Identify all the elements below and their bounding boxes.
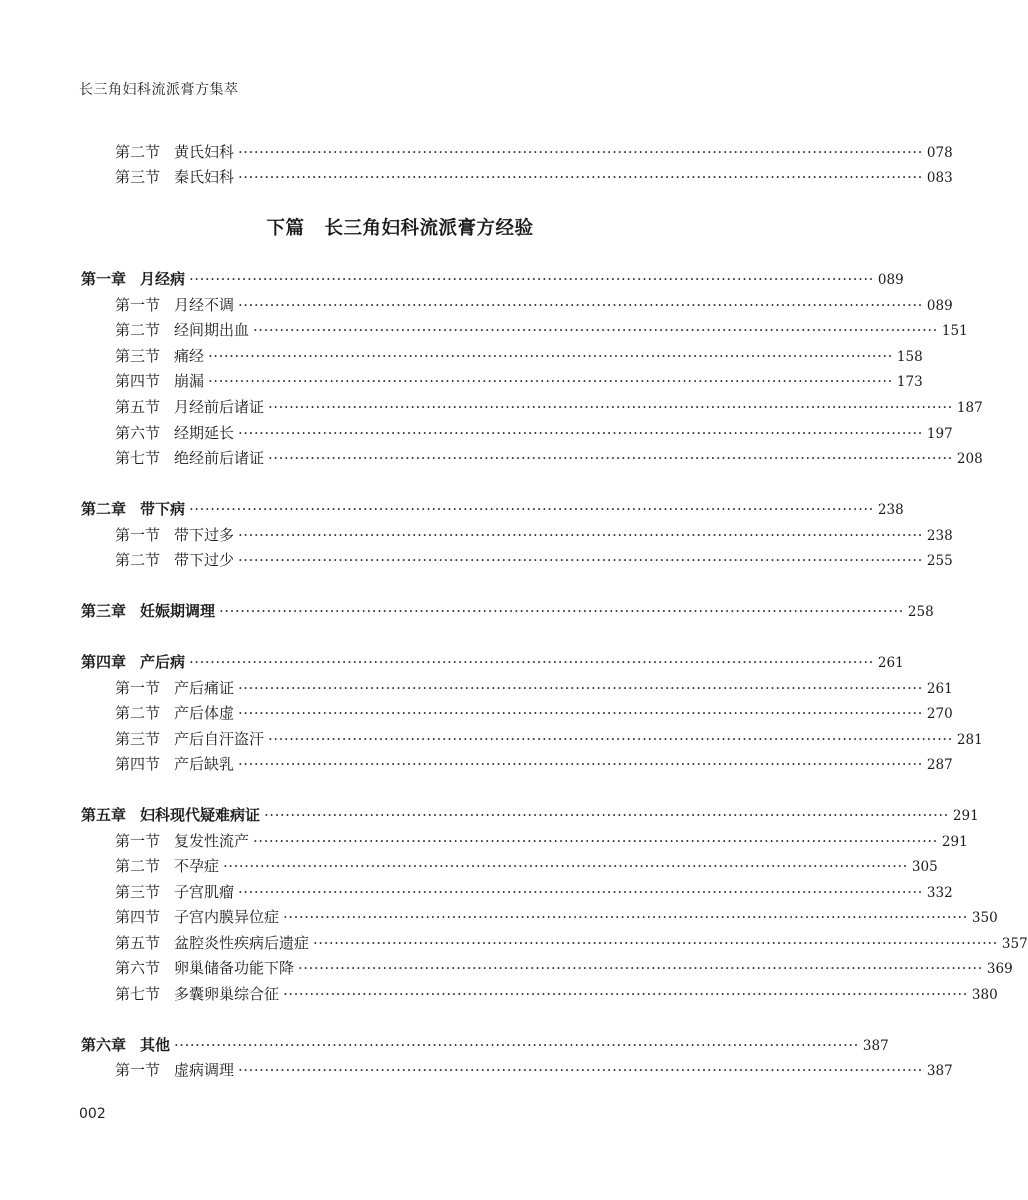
page-number: 238 [926,528,953,544]
page-number: 078 [926,145,953,161]
section-title: 子宫肌瘤 [174,883,235,901]
section-number: 第三节 [115,168,161,186]
dot-leader: ·································································································································· [268,449,953,467]
section-number: 第四节 [115,908,161,926]
dot-leader: ·································································································································· [238,551,923,569]
dot-leader: ·································································································································· [238,424,923,442]
part-title: 长三角妇科流派膏方经验 [324,218,534,239]
chapter-number: 第四章 [81,653,127,671]
toc-section-entry[interactable] [115,957,1013,981]
section-number: 第五节 [115,934,161,952]
section-title: 经期延长 [174,424,235,442]
page-number: 350 [971,910,998,926]
section-number: 第一节 [115,832,161,850]
chapter-title: 带下病 [140,500,186,518]
page-number: 197 [926,426,953,442]
toc-section-entry[interactable] [115,906,998,930]
section-title: 带下过多 [174,526,235,544]
section-title: 盆腔炎性疾病后遗症 [174,934,310,952]
section-title: 月经不调 [174,296,235,314]
section-number: 第一节 [115,526,161,544]
section-title: 月经前后诸证 [174,398,265,416]
page-number: 208 [956,451,983,467]
toc-section-entry[interactable] [115,345,923,369]
dot-leader: ·································································································································· [189,653,874,671]
dot-leader: ·································································································································· [219,602,904,620]
section-title: 黄氏妇科 [174,143,235,161]
dot-leader: ·································································································································· [268,398,953,416]
page-number: 281 [956,732,983,748]
chapter-number: 第五章 [81,806,127,824]
toc-section-entry[interactable] [115,524,953,548]
chapter-number: 第六章 [81,1036,127,1054]
dot-leader: ·································································································································· [268,730,953,748]
part-heading [0,214,800,240]
page-number: 173 [896,374,923,390]
toc-section-entry[interactable] [115,855,938,879]
chapter-title: 产后病 [140,653,186,671]
page-number: 380 [971,987,998,1003]
section-number: 第二节 [115,321,161,339]
section-title: 多囊卵巢综合征 [174,985,280,1003]
section-number: 第四节 [115,755,161,773]
section-number: 第三节 [115,730,161,748]
page-number: 083 [926,170,953,186]
section-title: 卵巢储备功能下降 [174,959,295,977]
chapter-title: 其他 [140,1036,171,1054]
page-number: 255 [926,553,953,569]
dot-leader: ·································································································································· [253,321,938,339]
page-number: 369 [986,961,1013,977]
section-title: 虚病调理 [174,1061,235,1079]
toc-section-entry[interactable] [115,983,998,1007]
toc-section-entry[interactable] [115,881,953,905]
section-number: 第三节 [115,347,161,365]
section-number: 第三节 [115,883,161,901]
section-title: 绝经前后诸证 [174,449,265,467]
toc-chapter-entry[interactable] [81,1034,889,1058]
section-number: 第二节 [115,704,161,722]
toc-section-entry[interactable] [115,677,953,701]
dot-leader: ·································································································································· [238,1061,923,1079]
page-number: 291 [952,808,979,824]
page-number: 332 [926,885,953,901]
chapter-title: 妇科现代疑难病证 [140,806,261,824]
toc-section-entry[interactable] [115,319,968,343]
toc-section-entry[interactable] [115,396,983,420]
section-number: 第四节 [115,372,161,390]
dot-leader: ·································································································································· [238,883,923,901]
section-number: 第一节 [115,679,161,697]
page-number: 089 [926,298,953,314]
page-number: 261 [926,681,953,697]
section-number: 第一节 [115,1061,161,1079]
running-head: 长三角妇科流派膏方集萃 [79,82,239,98]
toc-section-entry[interactable] [115,370,923,394]
section-title: 产后自汗盗汗 [174,730,265,748]
toc-section-entry[interactable] [115,728,983,752]
section-number: 第二节 [115,857,161,875]
dot-leader: ·································································································································· [174,1036,859,1054]
dot-leader: ·································································································································· [238,526,923,544]
part-label: 下篇 [266,218,305,239]
dot-leader: ·································································································································· [253,832,938,850]
section-title: 产后缺乳 [174,755,235,773]
page-number: 387 [862,1038,889,1054]
section-title: 子宫内膜异位症 [174,908,280,926]
dot-leader: ·································································································································· [238,168,923,186]
section-number: 第二节 [115,143,161,161]
page-number: 258 [907,604,934,620]
toc-chapter-entry[interactable] [81,804,979,828]
dot-leader: ·································································································································· [313,934,998,952]
toc-section-entry[interactable] [115,830,968,854]
section-title: 复发性流产 [174,832,250,850]
section-title: 产后痛证 [174,679,235,697]
chapter-title: 月经病 [140,270,186,288]
dot-leader: ·································································································································· [208,372,893,390]
section-number: 第五节 [115,398,161,416]
toc-section-entry[interactable] [115,702,953,726]
dot-leader: ·································································································································· [298,959,983,977]
dot-leader: ·································································································································· [264,806,949,824]
toc-chapter-entry[interactable] [81,600,934,624]
page-number: 291 [941,834,968,850]
page-number: 151 [941,323,968,339]
chapter-number: 第一章 [81,270,127,288]
toc-section-entry[interactable] [115,932,1028,956]
page-folio: 002 [79,1106,106,1122]
section-title: 秦氏妇科 [174,168,235,186]
dot-leader: ·································································································································· [283,908,968,926]
dot-leader: ·································································································································· [238,143,923,161]
section-title: 崩漏 [174,372,205,390]
page-number: 287 [926,757,953,773]
page-number: 305 [911,859,938,875]
dot-leader: ·································································································································· [208,347,893,365]
toc-section-entry[interactable] [115,294,953,318]
page-number: 387 [926,1063,953,1079]
page-number: 238 [877,502,904,518]
page-number: 187 [956,400,983,416]
toc-section-entry[interactable] [115,447,983,471]
toc-section-entry[interactable] [115,166,953,190]
page-number: 357 [1001,936,1028,952]
dot-leader: ·································································································································· [238,755,923,773]
toc-section-entry[interactable] [115,753,953,777]
section-number: 第一节 [115,296,161,314]
toc-chapter-entry[interactable] [81,651,904,675]
toc-chapter-entry[interactable] [81,498,904,522]
toc-section-entry[interactable] [115,549,953,573]
toc-chapter-entry[interactable] [81,268,904,292]
dot-leader: ·································································································································· [189,270,874,288]
section-number: 第六节 [115,959,161,977]
page-number: 261 [877,655,904,671]
dot-leader: ·································································································································· [238,296,923,314]
chapter-number: 第三章 [81,602,127,620]
section-title: 带下过少 [174,551,235,569]
chapter-number: 第二章 [81,500,127,518]
section-title: 不孕症 [174,857,220,875]
page-number: 270 [926,706,953,722]
chapter-title: 妊娠期调理 [140,602,216,620]
dot-leader: ·································································································································· [189,500,874,518]
section-title: 产后体虚 [174,704,235,722]
toc-section-entry[interactable] [115,1059,953,1083]
section-title: 经间期出血 [174,321,250,339]
page-number: 089 [877,272,904,288]
toc-section-entry[interactable] [115,422,953,446]
dot-leader: ·································································································································· [238,679,923,697]
dot-leader: ·································································································································· [238,704,923,722]
section-number: 第七节 [115,985,161,1003]
toc-section-entry[interactable] [115,141,953,165]
dot-leader: ·································································································································· [283,985,968,1003]
dot-leader: ·································································································································· [223,857,908,875]
section-number: 第二节 [115,551,161,569]
section-number: 第六节 [115,424,161,442]
section-number: 第七节 [115,449,161,467]
section-title: 痛经 [174,347,205,365]
page-number: 158 [896,349,923,365]
